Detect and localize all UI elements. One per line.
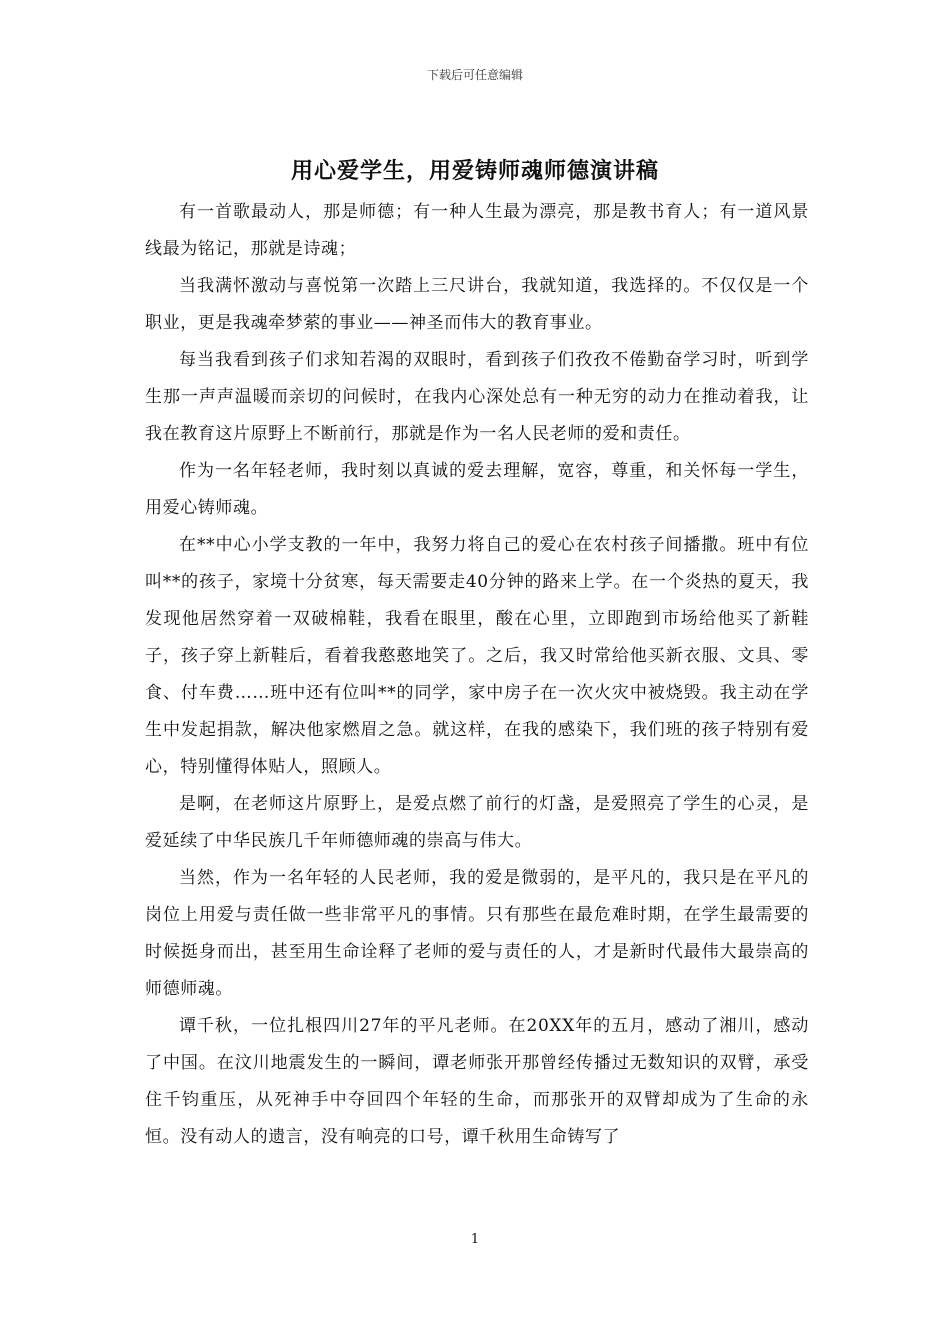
page-header: 下载后可任意编辑 [426,68,523,82]
paragraph-8: 谭千秋，一位扎根四川27年的平凡老师。在20XX年的五月，感动了湘川，感动了中国。在汶川地震发生的一瞬间，谭老师张开那曾经传播过无数知识的双臂，承受住千钧重压，从死神手中夺回四个年轻的生命，而那张开的双臂却成为了生命的永恒。没有动人的遗言，没有响亮的口号，谭千秋用生命铸写了 [145,1016,809,1147]
paragraph-1: 有一首歌最动人，那是师德；有一种人生最为漂亮，那是教书育人；有一道风景线最为铭记，那就是诗魂； [145,202,809,259]
page-number: 1 [470,1232,480,1247]
paragraph-7: 当然，作为一名年轻的人民老师，我的爱是微弱的，是平凡的，我只是在平凡的岗位上用爱与责任做一些非常平凡的事情。只有那些在最危难时期，在学生最需要的时候挺身而出，甚至用生命诠释了老师的爱与责任的人，才是新时代最伟大最崇高的师德师魂。 [145,868,809,999]
paragraph-4: 作为一名年轻老师，我时刻以真诚的爱去理解，宽容，尊重，和关怀每一学生，用爱心铸师魂。 [145,461,809,518]
paragraph-3: 每当我看到孩子们求知若渴的双眼时，看到孩子们孜孜不倦勤奋学习时，听到学生那一声声温暖而亲切的问候时，在我内心深处总有一种无穷的动力在推动着我，让我在教育这片原野上不断前行，那就是作为一名人民老师的爱和责任。 [145,350,809,444]
document-body [145,194,809,1156]
paragraph-6: 是啊，在老师这片原野上，是爱点燃了前行的灯盏，是爱照亮了学生的心灵，是爱延续了中华民族几千年师德师魂的崇高与伟大。 [145,794,809,851]
document-title: 用心爱学生，用爱铸师魂师德演讲稿 [290,158,659,184]
paragraph-5: 在**中心小学支教的一年中，我努力将自己的爱心在农村孩子间播撒。班中有位叫**的孩子，家境十分贫寒，每天需要走40分钟的路来上学。在一个炎热的夏天，我发现他居然穿着一双破棉鞋，我看在眼里，酸在心里，立即跑到市场给他买了新鞋子，孩子穿上新鞋后，看着我憨憨地笑了。之后，我又时常给他买新衣服、文具、零食、付车费……班中还有位叫**的同学，家中房子在一次火灾中被烧毁。我主动在学生中发起捐款，解决他家燃眉之急。就这样，在我的感染下，我们班的孩子特别有爱心，特别懂得体贴人，照顾人。 [145,535,809,777]
paragraph-2: 当我满怀激动与喜悦第一次踏上三尺讲台，我就知道，我选择的。不仅仅是一个职业，更是我魂牵梦萦的事业——神圣而伟大的教育事业。 [145,276,809,333]
